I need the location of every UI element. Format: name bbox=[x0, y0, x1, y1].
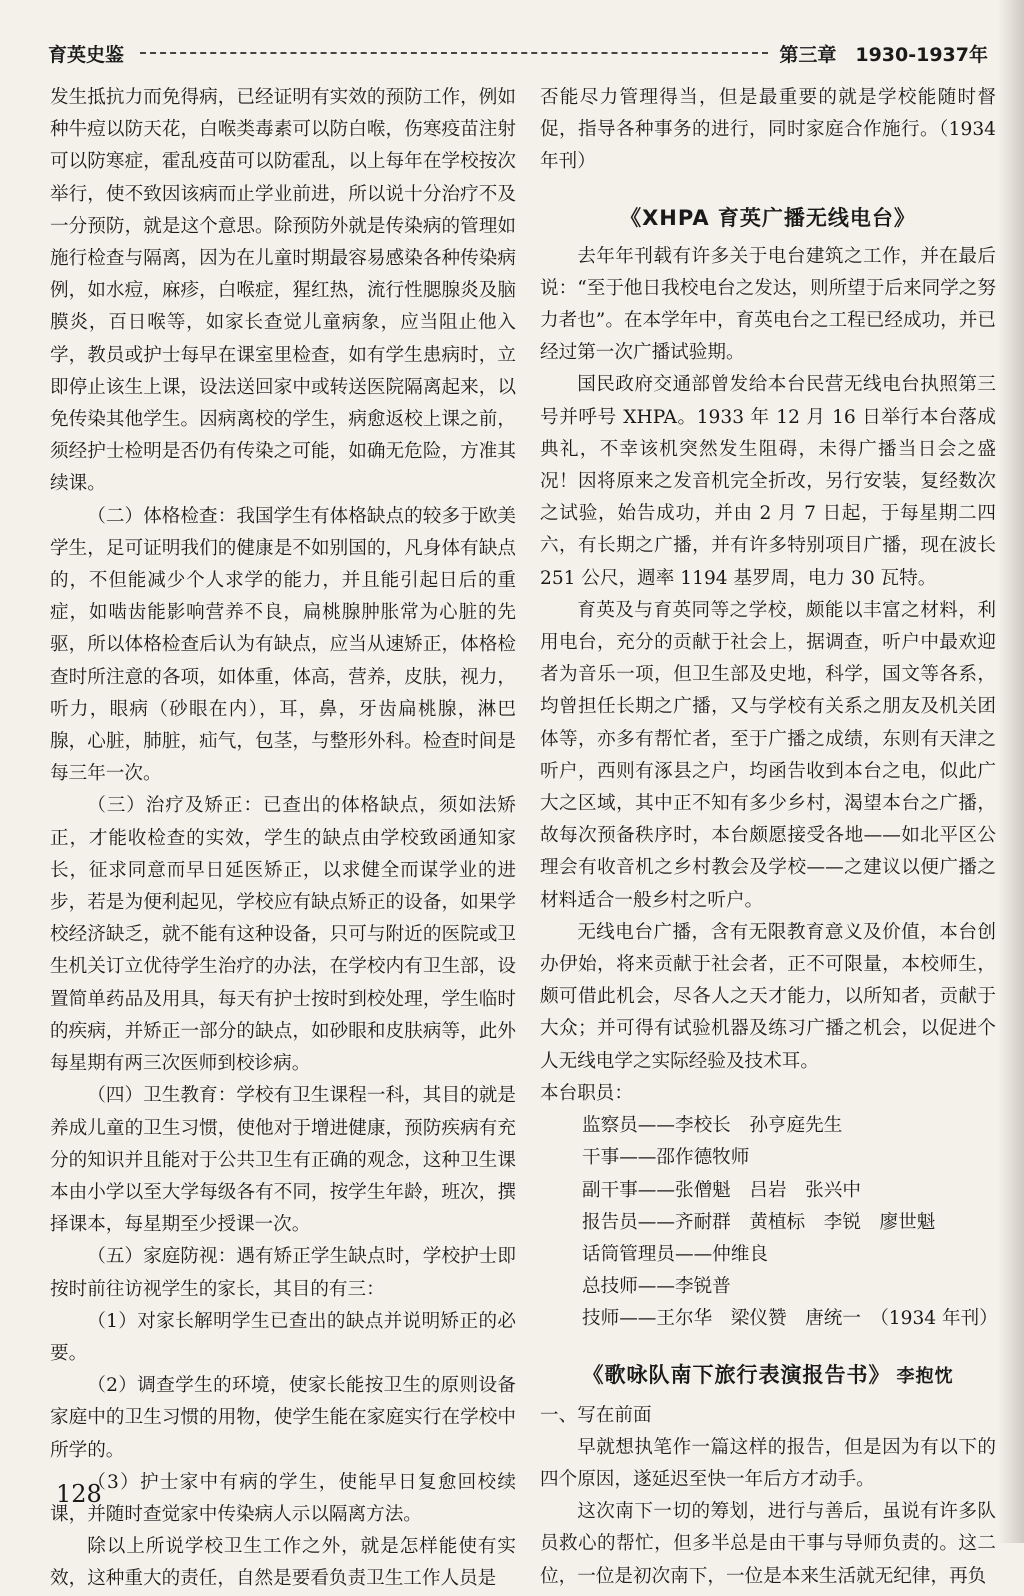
paragraph: （二）体格检查：我国学生有体格缺点的较多于欧美学生，足可证明我们的健康是不如别国的，凡身体有缺点的，不但能减少个人求学的能力，并且能引起日后的重症，如啮齿能影响营养不良，扁桃腺肿胀常为心脏的先驱，所以体格检查后认为有缺点，应当从速矫正，体格检查时所注意的各项，如体重，体高，营养，皮肤，视力，听力，眼病（砂眼在内），耳，鼻，牙齿扁桃腺，淋巴腺，心脏，肺脏，疝气，包茎，与整形外科。检查时间是每三年一次。 bbox=[50, 505, 516, 785]
section-title-text: 《歌咏队南下旅行表演报告书》 bbox=[582, 1362, 891, 1387]
subheading: 一、写在前面 bbox=[540, 1404, 652, 1426]
staff-heading: 本台职员： bbox=[540, 1082, 633, 1104]
staff-line: 干事——邵作德牧师 bbox=[582, 1147, 750, 1169]
paragraph: （三）治疗及矫正：已查出的体格缺点，须如法矫正，才能收检查的实效，学生的缺点由学校致函通知家长，征求同意而早日延医矫正，以求健全而谋学业的进步，若是为便利起见，学校应有缺点矫正的设备，如果学校经济缺乏，就不能有这种设备，只可与附近的医院或卫生机关订立优待学生治疗的办法，在学校内有卫生部，设置简单药品及用具，每天有护士按时到校处理，学生临时的疾病，并矫正一部分的缺点，如砂眼和皮肤病等，此外每星期有两三次医师到校诊病。 bbox=[50, 795, 516, 1075]
paragraph: （1）对家长解明学生已查出的缺点并说明矫正的必要。 bbox=[50, 1310, 516, 1364]
running-head-chapter: 第三章 1930-1937年 bbox=[779, 44, 988, 66]
right-column bbox=[540, 82, 996, 1593]
page-header bbox=[48, 36, 988, 66]
paragraph: 育英及与育英同等之学校，颇能以丰富之材料，利用电台，充分的贡献于社会上，据调查，听户中最欢迎者为音乐一项，但卫生部及史地，科学，国文等各系，均曾担任长期之广播，又与学校有关系之朋友及机关团体等，亦多有帮忙者，至于广播之成绩，东则有天津之听户，西则有涿县之户，均函告收到本台之电，似此广大之区域，其中正不知有多少乡村，渴望本台之广播，故每次预备秩序时，本台颇愿接受各地——如北平区公理会有收音机之乡村教会及学校——之建议以便广播之材料适合一般乡村之听户。 bbox=[540, 599, 996, 911]
paragraph: 无线电台广播，含有无限教育意义及价值，本台创办伊始，将来贡献于社会者，正不可限量，本校师生，颇可借此机会，尽各人之天才能力，以所知者，贡献于大众；并可得有试验机器及练习广播之机会，以促进个人无线电学之实际经验及技术耳。 bbox=[540, 921, 996, 1072]
section-author: 李抱忱 bbox=[896, 1365, 954, 1387]
paragraph: （五）家庭防视：遇有矫正学生缺点时，学校护士即按时前往访视学生的家长，其目的有三： bbox=[50, 1246, 516, 1300]
paragraph: 去年年刊载有许多关于电台建筑之工作，并在最后说：“至于他日我校电台之发达，则所望于后来同学之努力者也”。在本学年中，育英电台之工程已经成功，并已经过第一次广播试验期。 bbox=[540, 245, 996, 364]
staff-line: 监察员——李校长 孙亨庭先生 bbox=[582, 1115, 843, 1137]
paragraph: 除以上所说学校卫生工作之外，就是怎样能使有实效，这种重大的责任，自然是要看负责卫生工作人员是 bbox=[50, 1536, 516, 1590]
paragraph: 否能尽力管理得当，但是最重要的就是学校能随时督促，指导各种事务的进行，同时家庭合作施行。（1934年刊） bbox=[540, 87, 996, 173]
page-number: 128 bbox=[56, 1480, 102, 1508]
paragraph: 国民政府交通部曾发给本台民营无线电台执照第三号并呼号 XHPA。1933 年 12 月 16 日举行本台落成典礼，不幸该机突然发生阻碍，未得广播当日会之盛况！因将原来之发音机完全折改，另行安装，复经数次之试验，始告成功，并由 2 月 7 日起，于每星期二四六，有长期之广播，并有许多特别项目广播，现在波长 251 公尺，週率 1194 基罗周，电力 30 瓦特。 bbox=[540, 374, 996, 589]
section-title-radio-station: 《XHPA 育英广播无线电台》 bbox=[620, 205, 916, 230]
staff-line: 报告员——齐耐群 黄植标 李锐 廖世魁 bbox=[582, 1211, 936, 1233]
staff-line: 副干事——张僧魁 吕岩 张兴中 bbox=[582, 1179, 861, 1201]
paragraph: 发生抵抗力而免得病，已经证明有实效的预防工作，例如种牛痘以防天花，白喉类毒素可以防白喉，伤寒疫苗注射可以防寒症，霍乱疫苗可以防霍乱，以上每年在学校按次举行，使不致因该病而止学业前进，所以说十分治疗不及一分预防，就是这个意思。除预防外就是传染病的管理如施行检查与隔离，因为在儿童时期最容易感染各种传染病例，如水痘，麻疹，白喉症，猩红热，流行性腮腺炎及脑膜炎，百日喉等，如家长查觉儿童病象，应当阻止他入学，教员或护士每早在课室里检查，如有学生患病时，立即停止该生上课，设法送回家中或转送医院隔离起来，以免传染其他学生。因病离校的学生，病愈返校上课之前，须经护士检明是否仍有传染之可能，如确无危险，方准其续课。 bbox=[50, 87, 516, 495]
left-column bbox=[50, 82, 516, 1596]
running-head-book-title: 育英史鉴 bbox=[48, 44, 125, 66]
staff-line: 总技师——李锐普 bbox=[582, 1276, 731, 1298]
paragraph: 这次南下一切的筹划，进行与善后，虽说有许多队员救心的帮忙，但多半总是由干事与导师负责的。这二位，一位是初次南下，一位是本来生活就无纪律，再负 bbox=[540, 1501, 996, 1587]
staff-line: 技师——王尔华 梁仪赞 唐统一 （1934 年刊） bbox=[582, 1308, 998, 1330]
paragraph: （3）护士家中有病的学生，使能早日复愈回校续课，并随时查觉家中传染病人示以隔离方法。 bbox=[50, 1471, 516, 1525]
section-title-choir-report bbox=[540, 1358, 996, 1394]
header-dashed-rule bbox=[140, 52, 768, 54]
paragraph: （四）卫生教育：学校有卫生课程一科，其目的就是养成儿童的卫生习惯，使他对于增进健康，预防疾病有充分的知识并且能对于公共卫生有正确的观念，这种卫生课本由小学以至大学每级各有不同，按学生年龄，班次，撰择课本，每星期至少授课一次。 bbox=[50, 1085, 516, 1236]
paragraph: 早就想执笔作一篇这样的报告，但是因为有以下的四个原因，遂延迟至快一年后方才动手。 bbox=[540, 1436, 996, 1490]
paragraph: （2）调查学生的环境，使家长能按卫生的原则设备家庭中的卫生习惯的用物，使学生能在家庭实行在学校中所学的。 bbox=[50, 1375, 516, 1461]
page-edge-shadow bbox=[998, 0, 1024, 1543]
staff-line: 话筒管理员——仲维良 bbox=[582, 1243, 768, 1265]
